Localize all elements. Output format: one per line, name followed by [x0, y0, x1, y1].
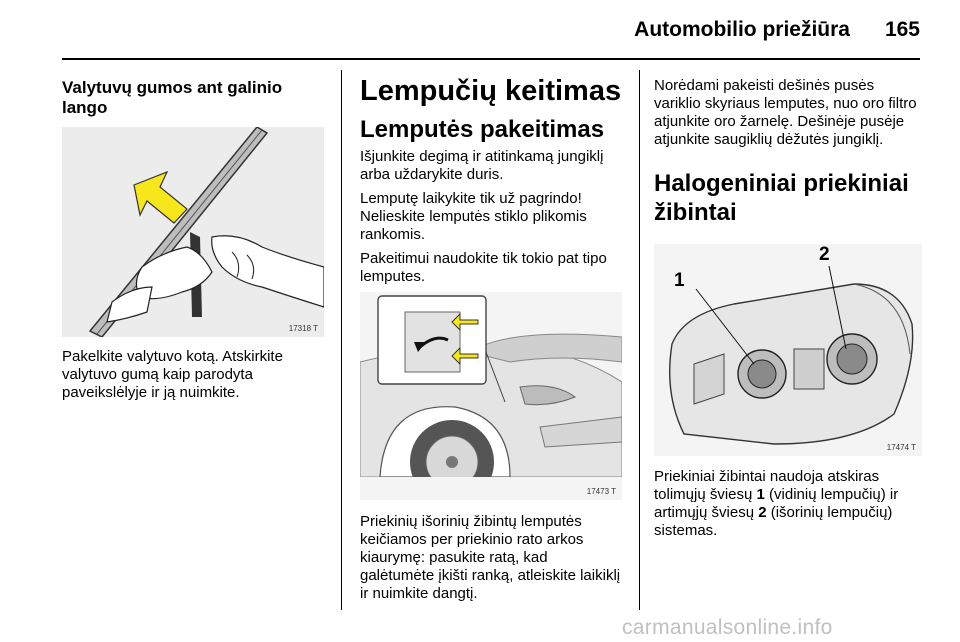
wheel-arch-text [360, 513, 625, 603]
column-1 [62, 70, 324, 118]
wiper-figure [62, 127, 324, 337]
column-2 [360, 70, 625, 286]
wheel-arch-paragraph: Priekinių išorinių žibintų lemputės keičiamos per priekinio rato arkos kiaurymę: pasukite ratą, kad galėtumėte įkišti ranką, atleiskite laikiklį ir nuimkite dangtį. [360, 513, 621, 602]
column-divider-2 [639, 70, 640, 610]
bulb-replacement-title: Lempučių keitimas [360, 75, 622, 107]
column-3 [654, 70, 922, 227]
page-number: 165 [884, 18, 920, 41]
header-divider [62, 58, 920, 60]
callout-label-1: 1 [674, 270, 685, 291]
wiper-text [62, 348, 324, 402]
paragraph-ignition: Išjunkite degimą ir atitinkamą jungiklį arba uždarykite duris. [360, 148, 604, 183]
paragraph-hold-bulb: Lemputę laikykite tik už pagrindo! Nelieskite lemputės stiklo plikomis rankomis. [360, 190, 587, 243]
right-side-paragraph: Norėdami pakeisti dešinės pusės variklio skyriaus lemputes, nuo oro filtro atjunkite oro žarnelę. Dešinėje pusėje atjunkite saugiklių dėžutės jungiklį. [654, 77, 917, 148]
bold-ref-1: 1 [756, 486, 765, 503]
page-header [0, 0, 960, 50]
column-divider-1 [341, 70, 342, 610]
halogen-heading: Halogeniniai priekiniai žibintai [654, 170, 909, 226]
callout-label-2: 2 [819, 244, 830, 265]
watermark: carmanualsonline.info [622, 616, 833, 639]
figure-code: 17474 T [886, 443, 916, 452]
wiper-heading: Valytuvų gumos ant galinio lango [62, 78, 283, 117]
figure-code: 17318 T [288, 324, 318, 333]
halogen-paragraph [654, 468, 924, 540]
headlight-figure [654, 244, 922, 456]
text-run: (išorinių lempučių) sistemas. [654, 504, 893, 539]
car-figure [360, 292, 622, 500]
halogen-text [654, 468, 924, 540]
text-run: Priekiniai žibintai naudoja atskiras tolimųjų šviesų [654, 468, 880, 503]
paragraph-same-type: Pakeitimui naudokite tik tokio pat tipo lemputes. [360, 250, 607, 285]
wiper-paragraph: Pakelkite valytuvo kotą. Atskirkite valytuvo gumą kaip parodyta paveikslėlyje ir ją nuimkite. [62, 348, 283, 401]
bold-ref-2: 2 [758, 504, 767, 521]
text-run: (vidinių lempučių) ir artimųjų šviesų [654, 486, 899, 521]
section-title: Automobilio priežiūra [634, 18, 850, 41]
figure-code: 17473 T [586, 487, 616, 496]
bulb-change-subtitle: Lemputės pakeitimas [360, 116, 605, 143]
